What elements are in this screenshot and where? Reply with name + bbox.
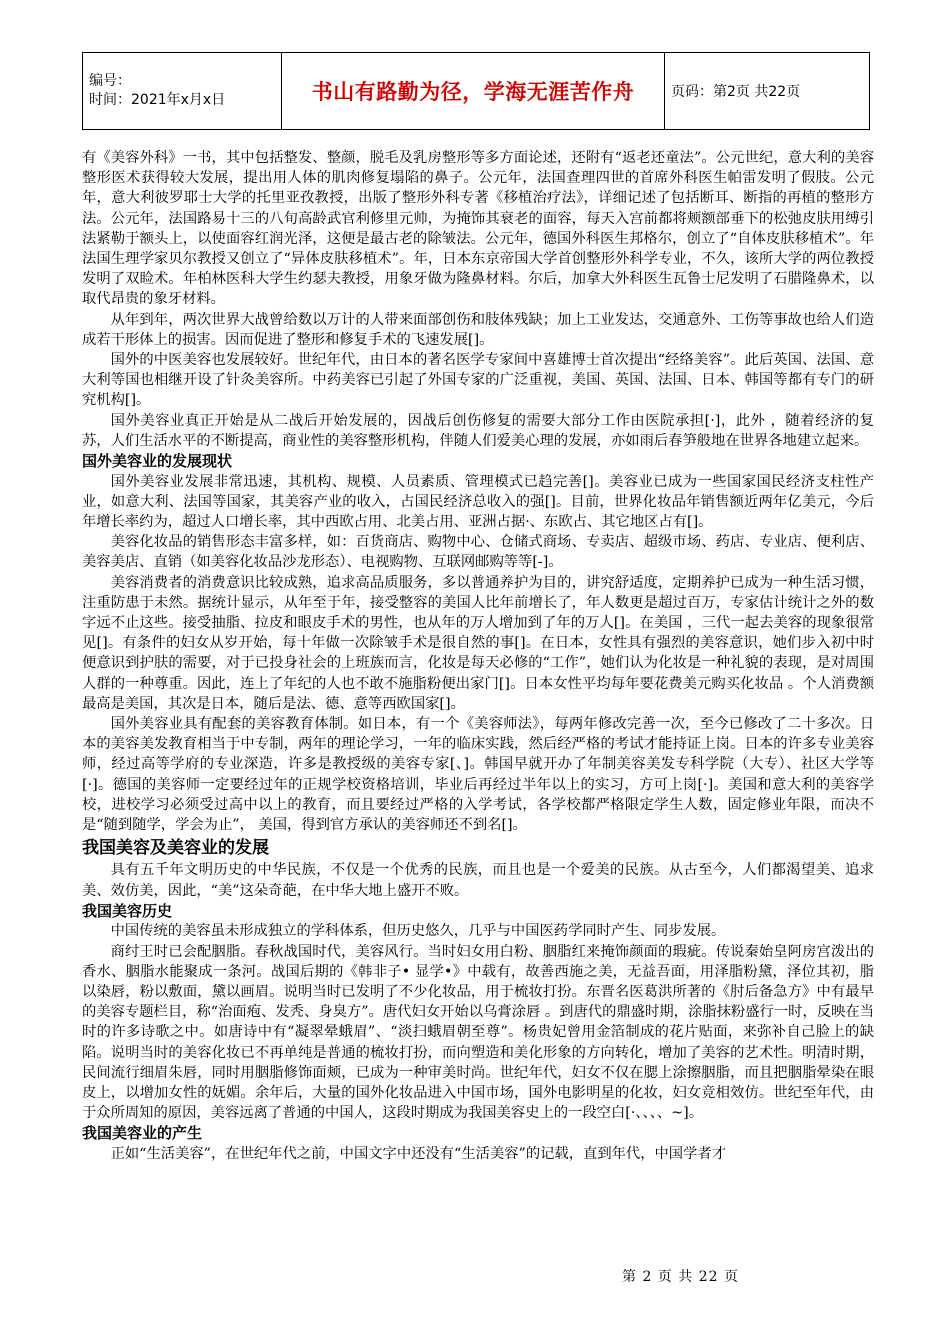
paragraph-12: 正如“生活美容”，在世纪年代之前，中国文字中还没有“生活美容”的记载，直到年代，中国学者才 [110, 1145, 726, 1162]
header-meta-cell [83, 53, 282, 130]
header-table [82, 52, 870, 130]
paragraph-6: 美容化妆品的销售形态丰富多样，如：百货商店、购物中心、仓储式商场、专卖店、超级市场、药店、专业店、便利店、美容美店、直销（如美容化妆品沙龙形态）、电视购物、互联网邮购等等[-]。 [82, 534, 874, 571]
paragraph-10: 中国传统的美容虽未形成独立的学科体系，但历史悠久，几乎与中国医药学同时产生、同步发展。 [110, 923, 726, 940]
paragraph-1: 有《美容外科》一书，其中包括整发、整颜，脱毛及乳房整形等多方面论述，还附有“返老还童法”。公元世纪，意大利的美容整形医术获得较大发展，提出用人体的肌肉修复塌陷的鼻子。公元年，法国查理四世的首席外科医生帕雷发明了假肢。公元年，意大利彼罗耶士大学的托里亚孜教授，出版了整形外科专著《移植治疗法》，详细记述了包括断耳、断指的再植的整形方法。公元年，法国路易十三的八旬高龄武官利修里元帅，为掩饰其衰老的面容，每天入宫前都将颊额部垂下的松弛皮肤用缚引法紧勒于额头上，以使面容红润光泽，这便是最古老的除皱法。公元年，德国外科医生邦格尔，创立了“自体皮肤移植术”。年法国生理学家贝尔教授又创立了“异体皮肤移植术”。年，日本东京帝国大学首创整形外科学专业，不久，该所大学的两位教授发明了双睑术。年柏林医科大学生约瑟夫教授，用象牙做为隆鼻材料。尔后，加拿大外科医生瓦鲁士尼发明了石腊隆鼻术，以取代昂贵的象牙材料。 [82, 150, 874, 308]
document-body [82, 148, 874, 1164]
paragraph-4: 国外美容业真正开始是从二战后开始发展的，因战后创伤修复的需要大部分工作由医院承担[·]，此外 ，随着经济的复苏，人们生活水平的不断提高，商业性的美容整形机构，伴随人们爱美心理的发展，亦如雨后春笋般地在世界各地建立起来。 [82, 412, 874, 449]
paragraph-9: 具有五千年文明历史的中华民族，不仅是一个优秀的民族，而且也是一个爱美的民族。从古至今，人们都渴望美、追求美、效仿美，因此，“美”这朵奇葩，在中华大地上盛开不败。 [82, 862, 874, 899]
paragraph-3: 国外的中医美容也发展较好。世纪年代，由日本的著名医学专家间中喜雄博士首次提出“经络美容”。此后英国、法国、意大利等国也相继开设了针灸美容所。中药美容已引起了外国专家的广泛重视，美国、英国、法国、日本、韩国等都有专门的研究机构[]。 [82, 352, 874, 409]
section-heading-status: 国外美容业的发展现状 [82, 452, 233, 471]
header-motto: 书山有路勤为径，学海无涯苦作舟 [282, 53, 665, 130]
section-heading-china: 我国美容及美容业的发展 [82, 838, 269, 859]
section-heading-origin: 我国美容业的产生 [82, 1124, 203, 1143]
section-heading-history: 我国美容历史 [82, 901, 173, 920]
document-time-label: 时间：2021年x月x日 [89, 92, 226, 108]
paragraph-8: 国外美容业具有配套的美容教育体制。如日本，有一个《美容师法》，每两年修改完善一次，至今已修改了二十多次。日本的美容美发教育相当于中专制，两年的理论学习，一年的临床实践，然后经严格的考试才能持证上岗。日本的许多专业美容师，经过高等学府的专业深造，许多是教授级的美容专家[、]。韩国早就开办了年制美容美发专科学院（大专）、社区大学等[·]。德国的美容师一定要经过年的正规学校资格培训，毕业后再经过半年以上的实习，方可上岗[·]。美国和意大利的美容学校，进校学习必须受过高中以上的教育，而且要经过严格的入学考试，各学校都严格限定学生人数，固定修业年限，而决不是“随到随学，学会为止”， 美国，得到官方承认的美容师还不到名[]。 [82, 716, 874, 834]
header-page-label: 页码：第2页 共22页 [665, 53, 870, 130]
paragraph-2: 从年到年，两次世界大战曾给数以万计的人带来面部创伤和肢体残缺；加上工业发达，交通意外、工伤等事故也给人们造成若干形体上的损害。因而促进了整形和修复手术的飞速发展[]。 [82, 311, 874, 348]
paragraph-7: 美容消费者的消费意识比较成熟，追求高品质服务，多以普通养护为目的，讲究舒适度，定期养护已成为一种生活习惯，注重防患于未然。据统计显示，从年至于年，接受整容的美国人比年前增长了，年人数更是超过百万，专家估计统计之外的数字远不止这些。接受抽脂、拉皮和眼皮手术的男性，也从年的万人增加到了年的万人[]。在美国 ，三代一起去美容的现象很常见[]。有条件的妇女从岁开始，每十年做一次除皱手术是很自然的事[]。在日本，女性具有强烈的美容意识，她们步入初中时便意识到护肤的需要，对于已投身社会的上班族而言，化妆是每天必修的“工作”，她们认为化妆是一种礼貌的表现，是对周围人群的一种尊重。因此，连上了年纪的人也不敢不施脂粉便出家门[]。日本女性平均每年要花费美元购买化妆品 。个人消费额最高是美国，其次是日本，随后是法、德、意等西欧国家[]。 [82, 574, 874, 712]
document-number-label: 编号： [89, 73, 131, 89]
page-footer: 第 2 页 共 22 页 [622, 1269, 739, 1285]
paragraph-5: 国外美容业发展非常迅速，其机构、规模、人员素质、管理模式已趋完善[]。美容业已成为一些国家国民经济支柱性产业，如意大利、法国等国家，其美容产业的收入，占国民经济总收入的强[]。目前，世界化妆品年销售额近两年亿美元，今后年增长率约为，超过人口增长率，其中西欧占用、北美占用、亚洲占据·、东欧占、其它地区占有[]。 [82, 473, 874, 531]
paragraph-11: 商纣王时已会配胭脂。春秋战国时代，美容风行。当时妇女用白粉、胭脂红来掩饰颜面的瑕疵。传说秦始皇阿房宫泼出的香水、胭脂水能聚成一条河。战国后期的《韩非子• 显学•》中载有，故善西施之美，无益吾面，用泽脂粉黛，泽位其初，脂以染唇，粉以敷面，黛以画眉。说明当时已发明了不少化妆品，用于梳妆打扮。东晋名医葛洪所著的《肘后备急方》中有最早的美容专题栏目，称“治面疱、发秃、身臭方”。唐代妇女开始以乌膏涂唇 。到唐代的鼎盛时期，涂脂抹粉盛行一时，反映在当时的许多诗歌之中。如唐诗中有“凝翠晕蛾眉”、“淡扫蛾眉朝至尊”。杨贵妃曾用金箔制成的花片贴面，来弥补自己脸上的缺陷。说明当时的美容化妆已不再单纯是普通的梳妆打扮，而向塑造和美化形象的方向转化，增加了美容的艺术性。明清时期，民间流行细眉朱唇，同时用胭脂修饰面颊，已成为一种审美时尚。世纪年代，妇女不仅在腮上涂擦胭脂，而且把胭脂晕染在眼皮上，以增加女性的妩媚。余年后，大量的国外化妆品进入中国市场，国外电影明星的化妆，妇女竞相效仿。世纪至年代，由于众所周知的原因，美容远离了普通的中国人，这段时期成为我国美容史上的一段空白[·、、、、~]。 [82, 943, 874, 1122]
